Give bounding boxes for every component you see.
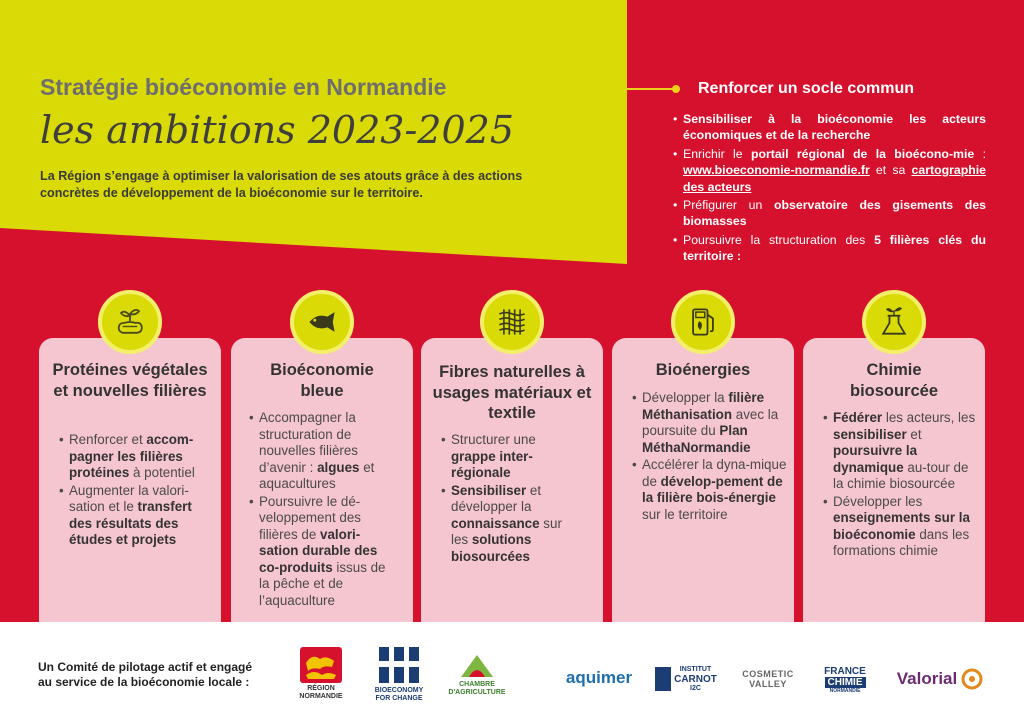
logo-text: COSMETIC	[742, 669, 794, 679]
logo-text: I2C	[690, 684, 701, 692]
commun-text-fragment: 5 filières clés du territoire :	[683, 232, 986, 264]
card-list	[642, 390, 788, 524]
commun-text-fragment: portail régional de la bioécono-mie	[750, 146, 975, 161]
woven-fibre-icon	[494, 304, 530, 340]
card-text-fragment: filière Méthanisation	[642, 390, 765, 422]
fuel-pump-leaf-icon	[685, 304, 721, 340]
card-item	[69, 432, 215, 482]
card-item	[259, 494, 399, 610]
card-text-fragment: transfert des résultats des études et projets	[69, 499, 192, 547]
card-text-fragment: Plan MéthaNormandie	[642, 423, 751, 455]
card-item	[259, 410, 399, 493]
card-text-fragment: algues	[317, 459, 360, 475]
chambre-agriculture-logo	[444, 640, 510, 706]
card-chimie	[803, 338, 985, 622]
page-title: les ambitions 2023-2025	[40, 108, 514, 152]
france-chimie-logo	[816, 662, 874, 698]
footer-line-1: Un Comité de pilotage actif et engagé	[38, 660, 253, 674]
card-text-fragment: poursuivre la dynamique	[833, 443, 918, 475]
card-text-fragment: Augmenter la valori-sation et le	[69, 482, 189, 514]
card-text-fragment: Structurer une	[451, 432, 536, 447]
fish-icon	[304, 304, 340, 340]
card-list	[69, 432, 215, 550]
commun-item	[683, 146, 986, 195]
commun-item	[683, 111, 986, 144]
logo-text: FRANCE	[824, 665, 866, 677]
institut-carnot-logo	[650, 664, 722, 694]
card-text-fragment: Renforcer et	[69, 432, 147, 447]
logo-text: CHIMIE	[825, 677, 866, 688]
card-text-fragment: les acteurs, les	[882, 410, 976, 425]
card-list	[833, 410, 979, 561]
commun-title: Renforcer un socle commun	[698, 80, 915, 97]
card-text-fragment: sur le territoire	[642, 506, 728, 522]
card-text-fragment: Sensibiliser	[451, 482, 527, 498]
card-text-fragment: Poursuivre le dé-veloppement des filières de	[259, 493, 361, 542]
card-text-fragment: Développer la	[642, 390, 729, 405]
page-kicker: Stratégie bioéconomie en Normandie	[40, 74, 447, 100]
card-text-fragment: dévelop-pement de la filière bois-énergie	[642, 473, 783, 505]
card-item	[833, 494, 979, 560]
flask-leaf-icon	[876, 304, 912, 340]
logo-text: CARNOT	[674, 673, 717, 685]
commun-text-fragment: et sa	[869, 163, 912, 178]
card-proteines	[39, 338, 221, 622]
card-icon-circle	[290, 290, 354, 354]
commun-text-fragment: observatoire des gisements des biomasses	[683, 198, 986, 229]
card-bioenergies	[612, 338, 794, 622]
card-list	[451, 432, 581, 566]
footer-line-2: au service de la bioéconomie locale :	[38, 675, 250, 689]
sprouting-steak-icon	[112, 304, 148, 340]
logo-text: NORMANDIE	[299, 693, 343, 700]
card-text-fragment: grappe inter-régionale	[451, 448, 533, 480]
commun-text-fragment: :	[974, 146, 986, 161]
logo-text: aquimer	[565, 668, 633, 687]
card-text-fragment: Fédérer	[833, 410, 883, 425]
card-icon-circle	[98, 290, 162, 354]
commun-text-fragment: Préfigurer un	[683, 198, 774, 213]
card-text-fragment: sur les	[451, 515, 562, 547]
commun-text-fragment: cartographie des acteurs	[683, 163, 986, 194]
commun-text-fragment: www.bioeconomie-normandie.fr	[683, 163, 870, 178]
card-title: Bioénergies	[655, 361, 751, 379]
valorial-logo	[888, 664, 992, 694]
logo-text: VALLEY	[749, 679, 787, 689]
commun-text-fragment: Enrichir le	[683, 146, 751, 161]
card-text-fragment: Développer les	[833, 493, 923, 509]
connector-dot	[672, 85, 680, 93]
card-title: Protéines végétales et nouvelles filières	[52, 361, 208, 400]
logo-text: D'AGRICULTURE	[448, 689, 506, 696]
card-title: Fibres naturelles à usages matériaux et textile	[432, 363, 592, 422]
card-item	[642, 390, 788, 456]
card-item	[451, 432, 581, 482]
card-text-fragment: enseignements sur la bioéconomie	[833, 510, 970, 542]
commun-item	[683, 197, 986, 230]
logo-text: INSTITUT	[679, 665, 712, 673]
logo-text: FOR CHANGE	[375, 695, 423, 702]
card-icon-circle	[671, 290, 735, 354]
card-text-fragment: à potentiel	[129, 465, 195, 480]
cosmetic-valley-logo	[736, 664, 800, 694]
logo-text: CHAMBRE	[459, 681, 495, 688]
card-item	[451, 483, 581, 566]
commun-list	[683, 111, 986, 267]
card-icon-circle	[480, 290, 544, 354]
valorial-swirl-icon	[961, 668, 983, 690]
connector-line	[627, 88, 675, 90]
logo-text: NORMANDIE	[829, 687, 861, 694]
card-text-fragment: au-tour de la chimie biosourcée	[833, 459, 969, 491]
card-list	[259, 410, 399, 610]
region-normandie-logo	[288, 640, 354, 706]
aquimer-logo	[560, 660, 638, 696]
card-title: Bioéconomie bleue	[270, 361, 374, 400]
card-text-fragment: sensibiliser	[833, 426, 907, 442]
card-icon-circle	[862, 290, 926, 354]
card-text-fragment: Accompagner la structuration de nouvelles filières d’avenir :	[259, 410, 358, 475]
commun-item	[683, 232, 986, 265]
card-text-fragment: issus de la pêche et de l’aquaculture	[259, 559, 386, 608]
card-fibres	[421, 338, 603, 622]
card-text-fragment: connaissance	[451, 515, 540, 531]
card-text-fragment: et	[906, 426, 922, 442]
card-text-fragment: Accélérer la dyna-mique de	[642, 457, 787, 489]
bioeconomy-for-change-logo	[366, 638, 432, 708]
footer-text	[38, 660, 252, 690]
card-text-fragment: valori-sation durable des co-produits	[259, 526, 378, 575]
card-text-fragment: solutions biosourcées	[451, 532, 532, 564]
logo-text: Valorial	[896, 669, 958, 688]
card-item	[642, 457, 788, 523]
commun-text-fragment: Poursuivre la structuration des	[683, 232, 875, 247]
card-text-fragment: et aquacultures	[259, 459, 375, 491]
intro-text: La Région s’engage à optimiser la valorisation de ses atouts grâce à des actions concrètes de développement de la bioéconomie sur le territoire.	[40, 169, 523, 200]
card-text-fragment: avec la poursuite du	[642, 406, 779, 438]
card-title: Chimie biosourcée	[849, 361, 939, 400]
commun-text-fragment: Sensibiliser à la bioéconomie les acteurs économiques et de la recherche	[683, 112, 986, 143]
logo-text: BIOECONOMY	[374, 687, 424, 694]
card-text-fragment: dans les formations chimie	[833, 526, 970, 558]
card-text-fragment: et développer la	[451, 482, 542, 514]
card-item	[833, 410, 979, 493]
card-bioeconomie-bleue	[231, 338, 413, 622]
card-text-fragment: accom-pagner les filières protéines	[69, 432, 194, 480]
logo-text: RÉGION	[307, 685, 335, 692]
card-item	[69, 483, 215, 549]
